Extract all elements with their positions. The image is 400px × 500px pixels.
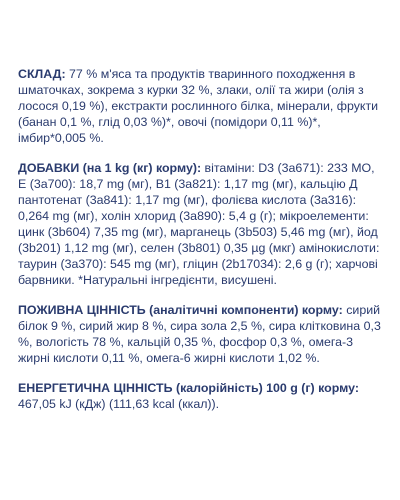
composition-heading: СКЛАД: — [18, 67, 66, 81]
composition-text: 77 % м'яса та продуктів тваринного походження в шматочках, зокрема з курки 32 %, злаки, олії та жири (олія з лосося 0,19 %), екстракти рослинного білка, мінерали, фрукти (банан 0,1 %, глід 0,03 %)*, овочі (помідори 0,11 %)*, імбир*0,005 %. — [18, 67, 379, 145]
nutritional-value-heading: ПОЖИВНА ЦІННІСТЬ (аналітичні компоненти) корму: — [18, 303, 343, 317]
composition-panel — [18, 66, 384, 412]
composition-section — [18, 66, 384, 146]
additives-section — [18, 160, 384, 288]
energy-value-text: 467,05 kJ (кДж) (111,63 kcal (ккал)). — [18, 397, 220, 411]
additives-text: вітаміни: D3 (3а671): 233 МО, E (3a700): 18,7 mg (мг), B1 (3a821): 1,17 mg (мг), кальцію Д пантотенат (3a841): 1,17 mg (мг), фолієва кислота (3a316): 0,264 mg (мг), холін хлорид (3a890): 5,4 g (г); мікроелементи: цинк (3b604) 7,35 mg (мг), марганець (3b503) 5,46 mg (мг), йод (3b201) 1,12 mg (мг), селен (3b801) 0,35 µg (мкг) амінокислоти: таурин (3a370): 545 mg (мг), гліцин (2b17034): 2,6 g (г); харчові барвники. *Натуральні інгредієнти, висушені. — [18, 161, 380, 287]
nutritional-value-text: сирий білок 9 %, сирий жир 8 %, сира зола 2,5 %, сира клітковина 0,3 %, вологість 78 %, кальцій 0,35 %, фосфор 0,3 %, омега-3 жирні кислоти 0,11 %, омега-6 жирні кислоти 1,02 %. — [18, 303, 381, 365]
additives-heading: ДОБАВКИ (на 1 kg (кг) корму): — [18, 161, 202, 175]
energy-value-section — [18, 380, 384, 412]
energy-value-heading: ЕНЕРГЕТИЧНА ЦІННІСТЬ (калорійність) 100 g (г) корму: — [18, 381, 359, 395]
nutritional-value-section — [18, 302, 384, 366]
